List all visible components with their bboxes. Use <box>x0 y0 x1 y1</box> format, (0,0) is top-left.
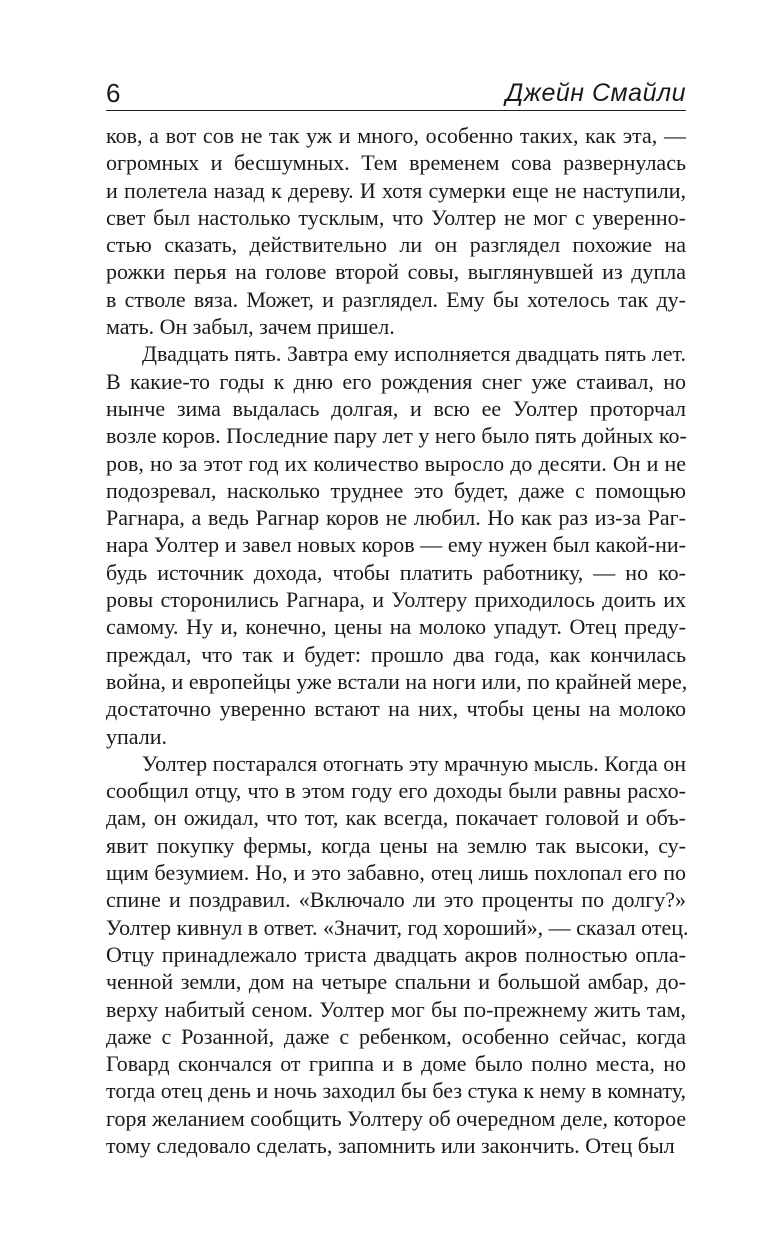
text-line: явит покупку фермы, когда цены на землю так высоки, су- <box>106 832 686 858</box>
text-line: свет был настолько тусклым, что Уолтер не мог с уверенно- <box>106 204 686 230</box>
text-line: горя желанием сообщить Уолтеру об очередном деле, которое <box>106 1105 687 1131</box>
text-line: возле коров. Последние пару лет у него было пять дойных ко- <box>106 423 687 449</box>
text-line: тогда отец день и ночь заходил бы без стука к нему в комнату, <box>106 1078 686 1104</box>
text-line: спине и поздравил. «Включало ли это проценты по долгу?» <box>106 887 686 913</box>
text-line: подозревал, насколько труднее это будет, даже с помощью <box>106 477 686 503</box>
paragraph <box>106 340 686 749</box>
text-line: сообщил отцу, что в этом году его доходы были равны расхо- <box>106 778 686 804</box>
text-line: ченной земли, дом на четыре спальни и большой амбар, до- <box>106 969 686 995</box>
text-line: нара Уолтер и завел новых коров — ему нужен был какой-ни- <box>106 532 686 558</box>
text-line: в стволе вяза. Может, и разглядел. Ему бы хотелось так ду- <box>106 286 686 312</box>
text-line: Уолтер кивнул в ответ. «Значит, год хороший», — сказал отец. <box>106 914 689 940</box>
text-line: война, и европейцы уже встали на ноги или, по крайней мере, <box>106 668 688 694</box>
text-line: достаточно уверенно встают на них, чтобы цены на молоко <box>106 696 686 722</box>
text-line: огромных и бесшумных. Тем временем сова развернулась <box>106 150 686 176</box>
text-line: ров, но за этот год их количество выросло до десяти. Он и не <box>106 450 686 476</box>
text-line: Двадцать пять. Завтра ему исполняется двадцать пять лет. <box>142 341 686 367</box>
text-line: В какие-то годы к дню его рождения снег уже стаивал, но <box>106 368 686 394</box>
text-line: и полетела назад к дереву. И хотя сумерки еще не наступили, <box>106 177 686 203</box>
text-line: Рагнара, а ведь Рагнар коров не любил. Но как раз из-за Раг- <box>106 505 686 531</box>
text-line: дам, он ожидал, что тот, как всегда, покачает головой и объ- <box>106 805 686 831</box>
text-line: стью сказать, действительно ли он разглядел похожие на <box>106 232 686 258</box>
text-line: будь источник дохода, чтобы платить работнику, — но ко- <box>106 559 686 585</box>
text-line: Уолтер постарался отогнать эту мрачную мысль. Когда он <box>142 750 686 776</box>
paragraph <box>106 750 689 1159</box>
text-line: мать. Он забыл, зачем пришел. <box>106 314 395 340</box>
text-line: рожки перья на голове второй совы, выглянувшей из дупла <box>106 259 686 285</box>
text-line: верху набитый сеном. Уолтер мог бы по-прежнему жить там, <box>106 996 686 1022</box>
body-text <box>106 122 689 1159</box>
text-line: ков, а вот сов не так уж и много, особенно таких, как эта, — <box>106 123 686 148</box>
text-line: щим безумием. Но, и это забавно, отец лишь похлопал его по <box>106 860 686 886</box>
paragraph <box>106 122 686 340</box>
text-line: Отцу принадлежало триста двадцать акров полностью опла- <box>106 941 686 967</box>
text-line: тому следовало сделать, запомнить или закончить. Отец был <box>106 1132 675 1158</box>
text-line: Говард скончался от гриппа и в доме было полно места, но <box>106 1051 686 1077</box>
text-line: даже с Розанной, даже с ребенком, особенно сейчас, когда <box>106 1023 686 1049</box>
text-line: преждал, что так и будет: прошло два года, как кончилась <box>106 641 686 667</box>
author-running-head: Джейн Смайли <box>505 79 686 107</box>
text-line: самому. Ну и, конечно, цены на молоко упадут. Отец преду- <box>106 614 686 640</box>
page-number: 6 <box>106 78 121 108</box>
text-line: ровы сторонились Рагнара, и Уолтеру приходилось доить их <box>106 587 686 613</box>
running-header <box>106 76 686 111</box>
text-line: упали. <box>106 723 167 749</box>
text-line: нынче зима выдалась долгая, и всю ее Уолтер проторчал <box>106 395 686 421</box>
